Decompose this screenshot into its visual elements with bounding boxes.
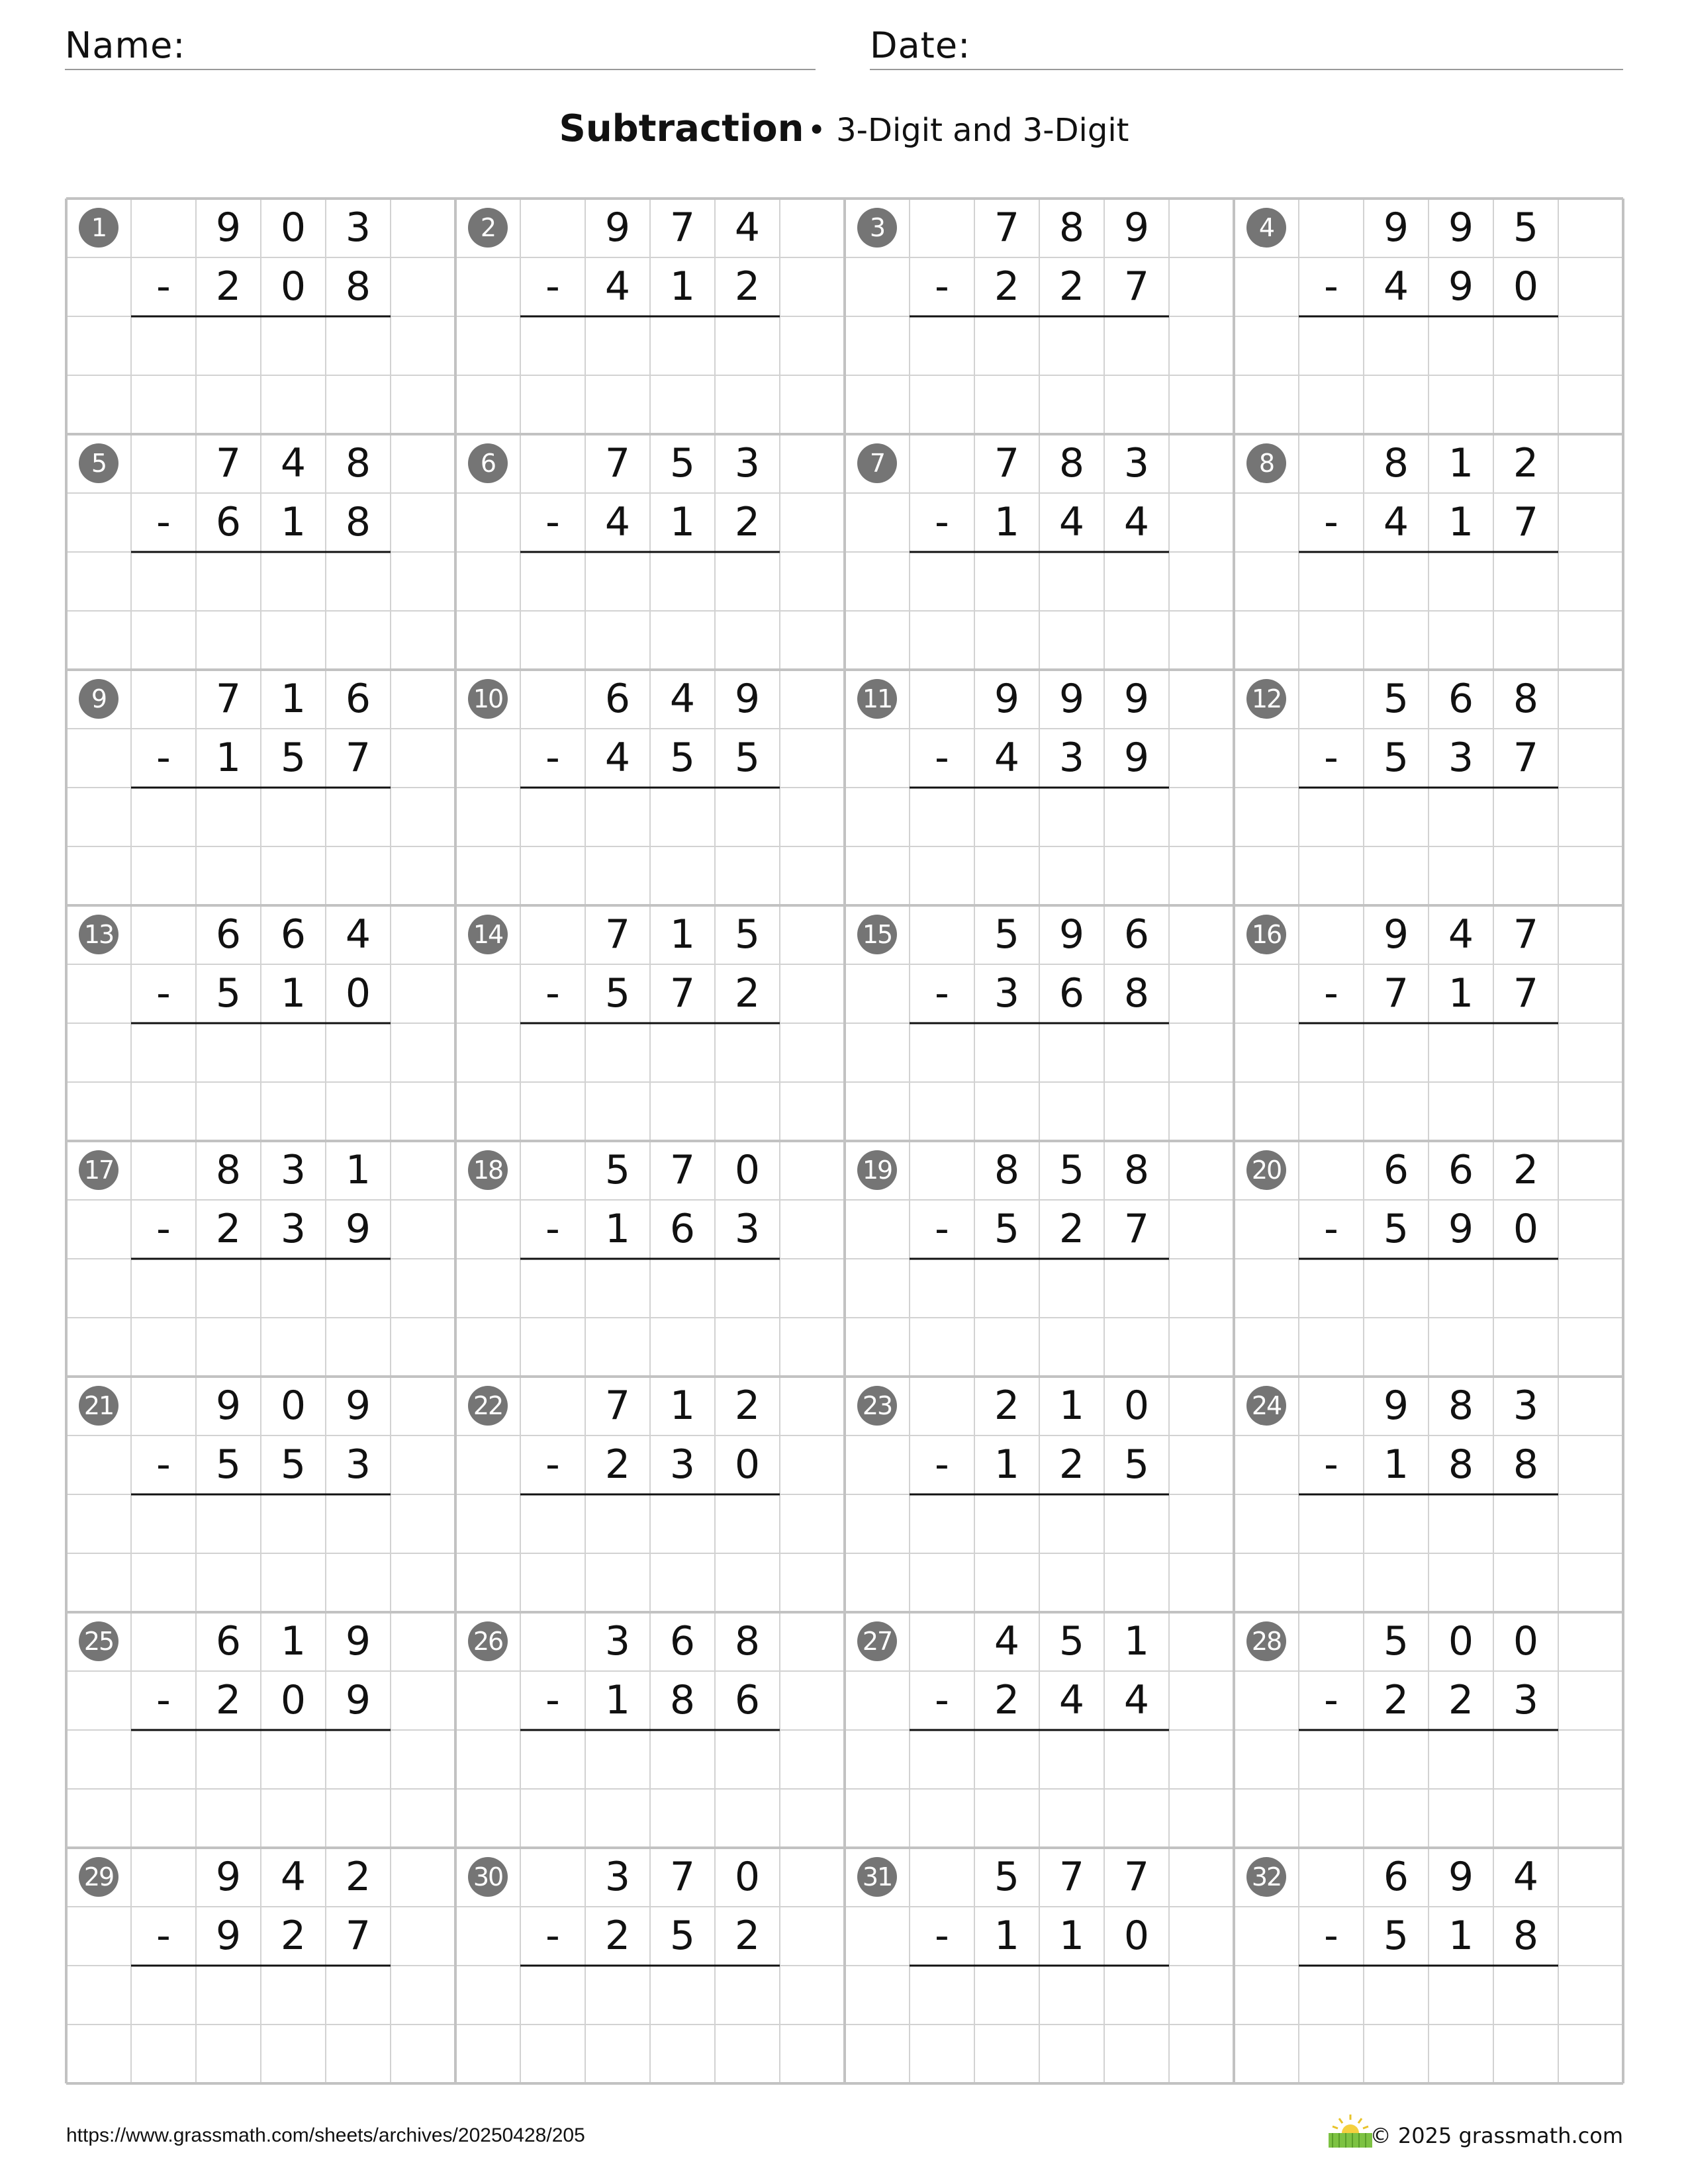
minuend-digit: 4: [669, 676, 696, 722]
minuend-digit: 9: [604, 205, 631, 251]
minus-sign: -: [156, 1677, 171, 1723]
minuend-digit: 6: [604, 676, 631, 722]
subtrahend-digit: 2: [604, 1441, 631, 1488]
minus-sign: -: [545, 1913, 560, 1959]
problem-number-badge: 6: [468, 443, 508, 483]
subtrahend-digit: 5: [994, 1206, 1020, 1252]
subtrahend-digit: 6: [215, 499, 242, 545]
subtrahend-digit: 1: [604, 1677, 631, 1723]
subtrahend-digit: 4: [1123, 1677, 1150, 1723]
subtrahend-digit: 1: [994, 1913, 1020, 1959]
minus-sign: -: [545, 1441, 560, 1488]
minus-sign: -: [935, 1206, 949, 1252]
minuend-digit: 1: [669, 911, 696, 958]
minuend-digit: 1: [280, 676, 306, 722]
minuend-digit: 6: [1383, 1854, 1409, 1900]
subtrahend-digit: 0: [1513, 1206, 1539, 1252]
subtrahend-digit: 4: [604, 499, 631, 545]
subtrahend-digit: 7: [1123, 263, 1150, 310]
minus-sign: -: [1324, 1206, 1338, 1252]
subtrahend-digit: 7: [1513, 970, 1539, 1017]
subtrahend-digit: 4: [1123, 499, 1150, 545]
subtrahend-digit: 2: [734, 263, 761, 310]
minuend-digit: 6: [215, 911, 242, 958]
minuend-digit: 9: [734, 676, 761, 722]
minuend-digit: 9: [1058, 676, 1085, 722]
minuend-digit: 4: [994, 1618, 1020, 1664]
subtrahend-digit: 0: [1513, 263, 1539, 310]
subtrahend-digit: 1: [994, 1441, 1020, 1488]
minuend-digit: 0: [1448, 1618, 1474, 1664]
minus-sign: -: [935, 1677, 949, 1723]
subtrahend-digit: 7: [1123, 1206, 1150, 1252]
minuend-digit: 7: [1058, 1854, 1085, 1900]
minuend-digit: 9: [994, 676, 1020, 722]
subtrahend-digit: 8: [1513, 1441, 1539, 1488]
problem-number-badge: 11: [857, 679, 897, 719]
minuend-digit: 2: [345, 1854, 371, 1900]
minuend-digit: 5: [1383, 676, 1409, 722]
minus-sign: -: [1324, 1913, 1338, 1959]
subtrahend-digit: 7: [345, 1913, 371, 1959]
minuend-digit: 9: [1383, 205, 1409, 251]
minus-sign: -: [156, 735, 171, 781]
problem-number-badge: 16: [1246, 915, 1286, 954]
problem-number-badge: 30: [468, 1857, 508, 1897]
subtrahend-digit: 2: [215, 263, 242, 310]
problem-number-badge: 4: [1246, 208, 1286, 248]
minuend-digit: 3: [1513, 1383, 1539, 1429]
subtrahend-digit: 8: [1448, 1441, 1474, 1488]
minuend-digit: 1: [669, 1383, 696, 1429]
minuend-digit: 7: [604, 440, 631, 486]
minuend-digit: 9: [1448, 1854, 1474, 1900]
subtrahend-digit: 5: [280, 1441, 306, 1488]
minuend-digit: 8: [1123, 1147, 1150, 1193]
title-main: Subtraction: [559, 107, 804, 150]
minuend-digit: 8: [734, 1618, 761, 1664]
subtrahend-digit: 2: [280, 1913, 306, 1959]
subtrahend-digit: 5: [669, 735, 696, 781]
minus-sign: -: [1324, 970, 1338, 1017]
subtrahend-digit: 5: [734, 735, 761, 781]
subtrahend-digit: 3: [345, 1441, 371, 1488]
subtrahend-digit: 7: [1383, 970, 1409, 1017]
footer-copyright: © 2025 grassmath.com: [1370, 2123, 1623, 2148]
problem-number-badge: 8: [1246, 443, 1286, 483]
minuend-digit: 7: [669, 1854, 696, 1900]
minuend-digit: 5: [994, 1854, 1020, 1900]
subtrahend-digit: 8: [1123, 970, 1150, 1017]
subtrahend-digit: 5: [280, 735, 306, 781]
subtrahend-digit: 1: [994, 499, 1020, 545]
subtrahend-digit: 7: [1513, 499, 1539, 545]
minus-sign: -: [156, 1206, 171, 1252]
minuend-digit: 0: [1513, 1618, 1539, 1664]
subtrahend-digit: 9: [345, 1206, 371, 1252]
minuend-digit: 1: [345, 1147, 371, 1193]
minus-sign: -: [545, 1677, 560, 1723]
minuend-digit: 6: [669, 1618, 696, 1664]
problem-number-badge: 24: [1246, 1386, 1286, 1426]
problem-number-badge: 12: [1246, 679, 1286, 719]
subtrahend-digit: 9: [1448, 263, 1474, 310]
minuend-digit: 9: [1058, 911, 1085, 958]
minuend-digit: 3: [280, 1147, 306, 1193]
minuend-digit: 7: [1513, 911, 1539, 958]
minus-sign: -: [545, 1206, 560, 1252]
minuend-digit: 0: [1123, 1383, 1150, 1429]
minuend-digit: 8: [215, 1147, 242, 1193]
minuend-digit: 7: [604, 911, 631, 958]
minuend-digit: 1: [1123, 1618, 1150, 1664]
minuend-digit: 7: [215, 440, 242, 486]
subtrahend-digit: 5: [669, 1913, 696, 1959]
problem-number-badge: 10: [468, 679, 508, 719]
subtrahend-digit: 9: [215, 1913, 242, 1959]
minus-sign: -: [935, 1441, 949, 1488]
subtrahend-digit: 3: [1513, 1677, 1539, 1723]
minuend-digit: 6: [1123, 911, 1150, 958]
minuend-digit: 2: [1513, 1147, 1539, 1193]
minuend-digit: 4: [345, 911, 371, 958]
subtrahend-digit: 8: [1513, 1913, 1539, 1959]
subtrahend-digit: 1: [1448, 970, 1474, 1017]
minuend-digit: 9: [345, 1383, 371, 1429]
problem-number-badge: 28: [1246, 1621, 1286, 1661]
minus-sign: -: [156, 1913, 171, 1959]
problem-number-badge: 9: [79, 679, 118, 719]
subtrahend-digit: 2: [734, 499, 761, 545]
subtrahend-digit: 5: [1123, 1441, 1150, 1488]
subtrahend-digit: 9: [345, 1677, 371, 1723]
minuend-digit: 3: [604, 1854, 631, 1900]
minuend-digit: 4: [1513, 1854, 1539, 1900]
subtrahend-digit: 2: [994, 1677, 1020, 1723]
minus-sign: -: [1324, 1441, 1338, 1488]
subtrahend-digit: 1: [669, 499, 696, 545]
minuend-digit: 5: [1513, 205, 1539, 251]
subtrahend-digit: 9: [1123, 735, 1150, 781]
problem-number-badge: 20: [1246, 1150, 1286, 1190]
minuend-digit: 6: [280, 911, 306, 958]
title-subtitle: • 3-Digit and 3-Digit: [807, 112, 1129, 149]
subtrahend-digit: 4: [994, 735, 1020, 781]
problem-number-badge: 25: [79, 1621, 118, 1661]
subtrahend-digit: 1: [280, 499, 306, 545]
problem-number-badge: 29: [79, 1857, 118, 1897]
minuend-digit: 7: [1123, 1854, 1150, 1900]
subtrahend-digit: 2: [1058, 263, 1085, 310]
date-label: Date:: [870, 24, 971, 66]
subtrahend-digit: 5: [1383, 735, 1409, 781]
minuend-digit: 4: [734, 205, 761, 251]
minus-sign: -: [1324, 263, 1338, 310]
footer-url: https://www.grassmath.com/sheets/archives/20250428/205: [66, 2124, 585, 2146]
subtrahend-digit: 8: [345, 499, 371, 545]
minuend-digit: 7: [604, 1383, 631, 1429]
minuend-digit: 3: [1123, 440, 1150, 486]
subtrahend-digit: 1: [1383, 1441, 1409, 1488]
minus-sign: -: [545, 263, 560, 310]
subtrahend-digit: 1: [1448, 1913, 1474, 1959]
minus-sign: -: [545, 499, 560, 545]
minus-sign: -: [1324, 1677, 1338, 1723]
minuend-digit: 6: [1448, 1147, 1474, 1193]
subtrahend-digit: 1: [1448, 499, 1474, 545]
minus-sign: -: [935, 735, 949, 781]
subtrahend-digit: 1: [669, 263, 696, 310]
problem-number-badge: 5: [79, 443, 118, 483]
problem-number-badge: 31: [857, 1857, 897, 1897]
problem-number-badge: 17: [79, 1150, 118, 1190]
minuend-digit: 5: [1058, 1147, 1085, 1193]
minuend-digit: 2: [994, 1383, 1020, 1429]
subtrahend-digit: 3: [280, 1206, 306, 1252]
minuend-digit: 7: [994, 440, 1020, 486]
subtrahend-digit: 4: [604, 735, 631, 781]
subtrahend-digit: 0: [345, 970, 371, 1017]
subtrahend-digit: 2: [1383, 1677, 1409, 1723]
problem-number-badge: 7: [857, 443, 897, 483]
subtrahend-digit: 2: [734, 1913, 761, 1959]
minuend-digit: 3: [345, 205, 371, 251]
problem-number-badge: 2: [468, 208, 508, 248]
minuend-digit: 9: [1123, 676, 1150, 722]
minuend-digit: 8: [994, 1147, 1020, 1193]
subtrahend-digit: 5: [215, 970, 242, 1017]
minus-sign: -: [156, 1441, 171, 1488]
subtrahend-digit: 5: [215, 1441, 242, 1488]
subtrahend-digit: 0: [280, 1677, 306, 1723]
minuend-digit: 0: [734, 1147, 761, 1193]
problem-number-badge: 32: [1246, 1857, 1286, 1897]
minuend-digit: 8: [1383, 440, 1409, 486]
minuend-digit: 4: [280, 1854, 306, 1900]
subtrahend-digit: 6: [669, 1206, 696, 1252]
minus-sign: -: [935, 263, 949, 310]
minuend-digit: 5: [669, 440, 696, 486]
minuend-digit: 5: [1383, 1618, 1409, 1664]
subtrahend-digit: 2: [1058, 1441, 1085, 1488]
problem-number-badge: 27: [857, 1621, 897, 1661]
minuend-digit: 6: [1448, 676, 1474, 722]
subtrahend-digit: 8: [345, 263, 371, 310]
minus-sign: -: [935, 970, 949, 1017]
minuend-digit: 8: [1513, 676, 1539, 722]
problem-number-badge: 19: [857, 1150, 897, 1190]
minuend-digit: 5: [604, 1147, 631, 1193]
minuend-digit: 7: [669, 205, 696, 251]
problem-number-badge: 23: [857, 1386, 897, 1426]
minuend-digit: 7: [215, 676, 242, 722]
problem-number-badge: 15: [857, 915, 897, 954]
problem-number-badge: 1: [79, 208, 118, 248]
subtrahend-digit: 0: [280, 263, 306, 310]
minuend-digit: 3: [604, 1618, 631, 1664]
minuend-digit: 9: [215, 1854, 242, 1900]
subtrahend-digit: 6: [734, 1677, 761, 1723]
subtrahend-digit: 4: [604, 263, 631, 310]
minuend-digit: 8: [1058, 440, 1085, 486]
subtrahend-digit: 3: [1448, 735, 1474, 781]
problem-number-badge: 3: [857, 208, 897, 248]
subtrahend-digit: 1: [1058, 1913, 1085, 1959]
minuend-digit: 9: [1383, 1383, 1409, 1429]
subtrahend-digit: 1: [215, 735, 242, 781]
minus-sign: -: [935, 499, 949, 545]
subtrahend-digit: 7: [669, 970, 696, 1017]
minuend-digit: 1: [280, 1618, 306, 1664]
subtrahend-digit: 4: [1383, 499, 1409, 545]
minuend-digit: 9: [215, 205, 242, 251]
minuend-digit: 8: [1058, 205, 1085, 251]
minuend-digit: 0: [280, 205, 306, 251]
minus-sign: -: [1324, 735, 1338, 781]
grass-sun-logo-icon: [1326, 2113, 1375, 2149]
minuend-digit: 4: [1448, 911, 1474, 958]
minus-sign: -: [545, 735, 560, 781]
minuend-digit: 9: [1123, 205, 1150, 251]
name-label: Name:: [65, 24, 186, 66]
minus-sign: -: [935, 1913, 949, 1959]
subtrahend-digit: 7: [1513, 735, 1539, 781]
subtrahend-digit: 2: [994, 263, 1020, 310]
minuend-digit: 9: [1448, 205, 1474, 251]
subtrahend-digit: 4: [1058, 1677, 1085, 1723]
minus-sign: -: [1324, 499, 1338, 545]
problem-number-badge: 18: [468, 1150, 508, 1190]
subtrahend-digit: 3: [1058, 735, 1085, 781]
minuend-digit: 9: [1383, 911, 1409, 958]
subtrahend-digit: 3: [669, 1441, 696, 1488]
minuend-digit: 9: [345, 1618, 371, 1664]
problem-number-badge: 13: [79, 915, 118, 954]
minuend-digit: 9: [215, 1383, 242, 1429]
problem-number-badge: 22: [468, 1386, 508, 1426]
minus-sign: -: [156, 970, 171, 1017]
minuend-digit: 8: [345, 440, 371, 486]
minuend-digit: 1: [1448, 440, 1474, 486]
minuend-digit: 5: [1058, 1618, 1085, 1664]
minus-sign: -: [156, 263, 171, 310]
subtrahend-digit: 0: [734, 1441, 761, 1488]
subtrahend-digit: 7: [345, 735, 371, 781]
minuend-digit: 2: [1513, 440, 1539, 486]
problem-number-badge: 26: [468, 1621, 508, 1661]
minuend-digit: 8: [1448, 1383, 1474, 1429]
minus-sign: -: [156, 499, 171, 545]
subtrahend-digit: 5: [604, 970, 631, 1017]
minuend-digit: 2: [734, 1383, 761, 1429]
subtrahend-digit: 3: [994, 970, 1020, 1017]
subtrahend-digit: 2: [215, 1206, 242, 1252]
subtrahend-digit: 1: [280, 970, 306, 1017]
minuend-digit: 5: [734, 911, 761, 958]
subtrahend-digit: 4: [1058, 499, 1085, 545]
subtrahend-digit: 2: [1448, 1677, 1474, 1723]
subtrahend-digit: 3: [734, 1206, 761, 1252]
subtrahend-digit: 1: [604, 1206, 631, 1252]
minuend-digit: 6: [215, 1618, 242, 1664]
minuend-digit: 6: [1383, 1147, 1409, 1193]
subtrahend-digit: 6: [1058, 970, 1085, 1017]
minuend-digit: 7: [669, 1147, 696, 1193]
subtrahend-digit: 9: [1448, 1206, 1474, 1252]
minuend-digit: 0: [734, 1854, 761, 1900]
problem-number-badge: 21: [79, 1386, 118, 1426]
minuend-digit: 0: [280, 1383, 306, 1429]
subtrahend-digit: 2: [734, 970, 761, 1017]
subtrahend-digit: 4: [1383, 263, 1409, 310]
minuend-digit: 7: [994, 205, 1020, 251]
minuend-digit: 3: [734, 440, 761, 486]
problem-number-badge: 14: [468, 915, 508, 954]
subtrahend-digit: 8: [669, 1677, 696, 1723]
minuend-digit: 1: [1058, 1383, 1085, 1429]
minuend-digit: 5: [994, 911, 1020, 958]
minuend-digit: 4: [280, 440, 306, 486]
minuend-digit: 6: [345, 676, 371, 722]
subtrahend-digit: 2: [215, 1677, 242, 1723]
subtrahend-digit: 0: [1123, 1913, 1150, 1959]
subtrahend-digit: 5: [1383, 1913, 1409, 1959]
subtrahend-digit: 2: [604, 1913, 631, 1959]
subtrahend-digit: 2: [1058, 1206, 1085, 1252]
subtrahend-digit: 5: [1383, 1206, 1409, 1252]
minus-sign: -: [545, 970, 560, 1017]
